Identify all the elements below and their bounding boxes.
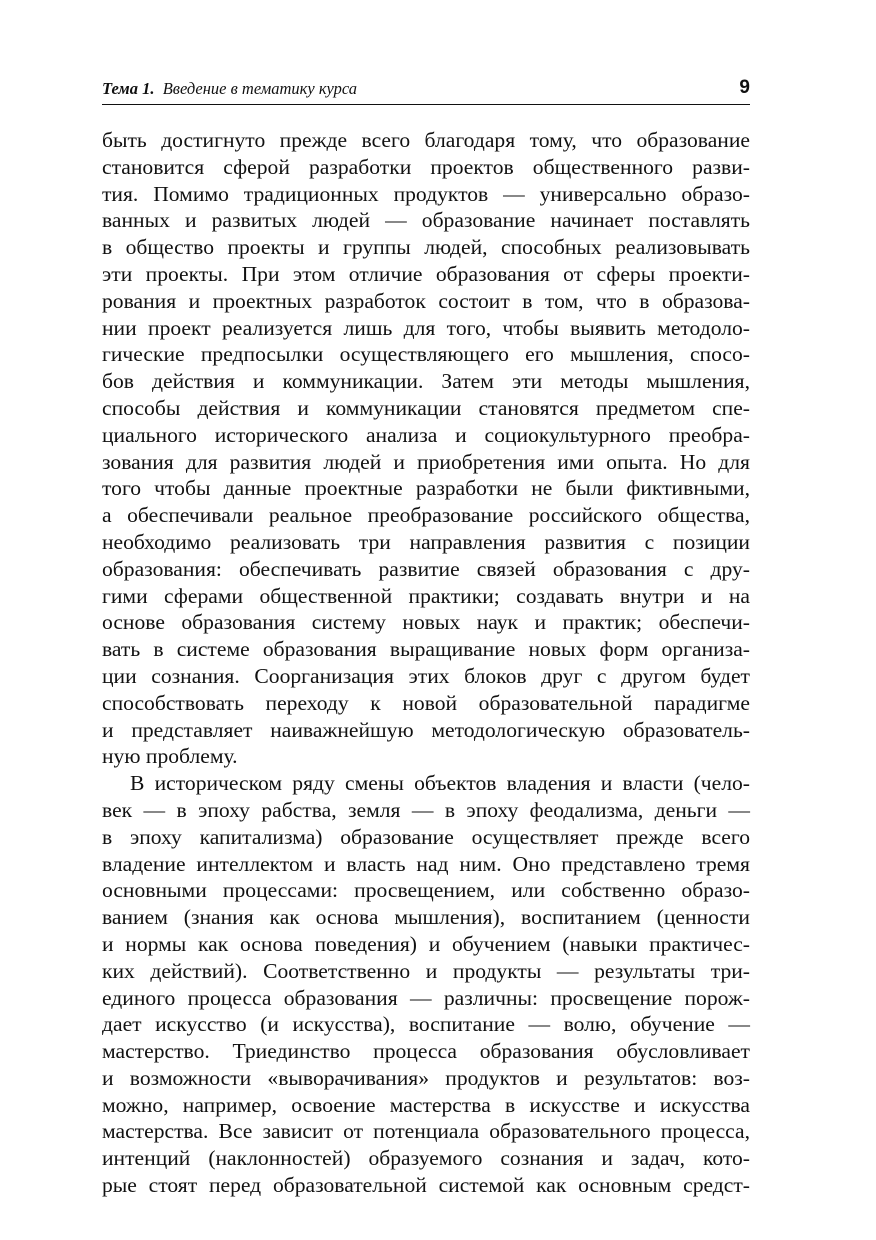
text-line: зования для развития людей и приобретения ими опыта. Но для xyxy=(102,449,750,474)
text-line: единого процесса образования — различны: просвещение порож- xyxy=(102,985,750,1010)
text-line: можно, например, освоение мастерства в искусстве и искусства xyxy=(102,1092,750,1117)
chapter-title: Введение в тематику курса xyxy=(162,79,358,98)
text-line: рования и проектных разработок состоит в том, что в образова- xyxy=(102,288,750,313)
running-header-title xyxy=(102,79,357,99)
text-line: циального исторического анализа и социокультурного преобра- xyxy=(102,422,750,447)
text-line: дает искусство (и искусства), воспитание — волю, обучение — xyxy=(102,1012,750,1037)
text-line: необходимо реализовать три направления развития с позиции xyxy=(102,529,750,554)
text-line: гими сферами общественной практики; создавать внутри и на xyxy=(102,583,750,608)
text-line: способствовать переходу к новой образовательной парадигме xyxy=(102,690,750,715)
text-line: ции сознания. Соорганизация этих блоков друг с другом будет xyxy=(102,663,750,688)
text-line: образования: обеспечивать развитие связей образования с дру- xyxy=(102,556,750,581)
text-line: ванием (знания как основа мышления), воспитанием (ценности xyxy=(102,905,750,930)
text-line: основе образования систему новых наук и практик; обеспечи- xyxy=(102,610,750,635)
paragraph-2 xyxy=(102,770,750,1199)
text-line: основными процессами: просвещением, или собственно образо- xyxy=(102,878,750,903)
text-line: ких действий). Соответственно и продукты — результаты три- xyxy=(102,958,750,983)
page-number: 9 xyxy=(739,77,750,98)
text-line: того чтобы данные проектные разработки не были фиктивными, xyxy=(102,476,750,501)
text-line: бов действия и коммуникации. Затем эти методы мышления, xyxy=(102,369,750,394)
text-line: мастерство. Триединство процесса образования обусловливает xyxy=(102,1039,750,1064)
paragraph-1 xyxy=(102,127,750,770)
text-line: ную проблему. xyxy=(102,744,238,769)
text-line: быть достигнуто прежде всего благодаря тому, что образование xyxy=(102,128,750,152)
text-line: владение интеллектом и власть над ним. Оно представлено тремя xyxy=(102,851,750,876)
text-line: нии проект реализуется лишь для того, чтобы выявить методоло- xyxy=(102,315,750,340)
text-line: и нормы как основа поведения) и обучением (навыки практичес- xyxy=(102,931,750,956)
text-line: вать в системе образования выращивание новых форм организа- xyxy=(102,637,750,662)
text-line: мастерства. Все зависит от потенциала образовательного процесса, xyxy=(102,1119,750,1144)
text-line: а обеспечивали реальное преобразование российского общества, xyxy=(102,503,750,528)
body-text xyxy=(102,127,750,1199)
text-line: в общество проекты и группы людей, способных реализовывать xyxy=(102,235,750,260)
text-line: В историческом ряду смены объектов владения и власти (чело- xyxy=(130,771,750,796)
text-line: гические предпосылки осуществляющего его мышления, спосо- xyxy=(102,342,750,367)
text-line: век — в эпоху рабства, земля — в эпоху феодализма, деньги — xyxy=(102,797,750,822)
text-line: эти проекты. При этом отличие образования от сферы проекти- xyxy=(102,261,750,286)
text-line: способы действия и коммуникации становятся предметом спе- xyxy=(102,395,750,420)
chapter-label: Тема 1. xyxy=(102,79,155,98)
text-line: тия. Помимо традиционных продуктов — универсально образо- xyxy=(102,181,750,206)
text-line: в эпоху капитализма) образование осуществляет прежде всего xyxy=(102,824,750,849)
text-line: становится сферой разработки проектов общественного разви- xyxy=(102,154,750,179)
text-line: и представляет наиважнейшую методологическую образователь- xyxy=(102,717,750,742)
text-line: интенций (наклонностей) образуемого сознания и задач, кото- xyxy=(102,1146,750,1171)
running-header xyxy=(102,76,750,105)
text-line: рые стоят перед образовательной системой как основным средст- xyxy=(102,1173,750,1198)
text-line: ванных и развитых людей — образование начинает поставлять xyxy=(102,208,750,233)
text-line: и возможности «выворачивания» продуктов и результатов: воз- xyxy=(102,1065,750,1090)
